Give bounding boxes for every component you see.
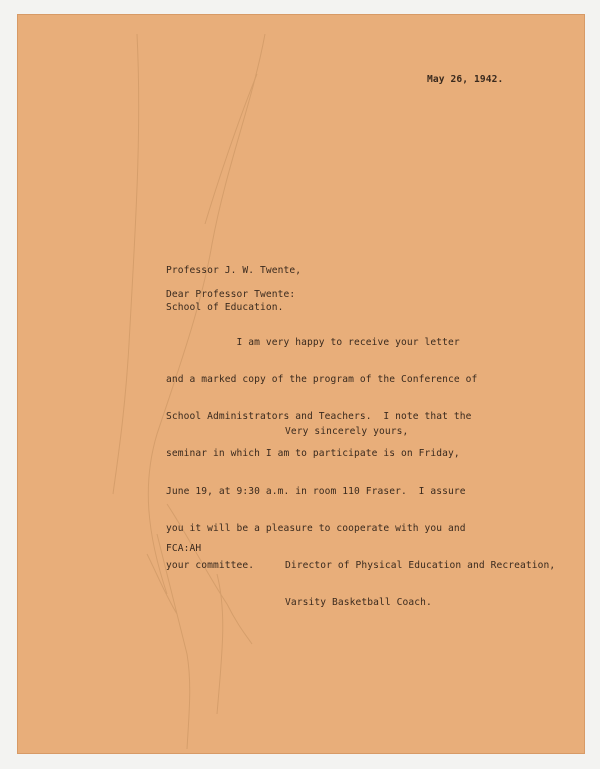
letter-page — [17, 14, 585, 754]
signature-block — [285, 535, 555, 634]
signature-line: Director of Physical Education and Recreation, — [285, 559, 556, 571]
body-line: your committee. — [166, 560, 255, 572]
body-line: you it will be a pleasure to cooperate with you and — [166, 522, 466, 534]
signature-line: Varsity Basketball Coach. — [285, 597, 432, 609]
body-line: and a marked copy of the program of the Conference of — [166, 374, 478, 386]
body-line: seminar in which I am to participate is on Friday, — [166, 448, 460, 460]
closing: Very sincerely yours, — [285, 426, 409, 437]
typist-initials: FCA:AH — [166, 543, 202, 554]
body-line: School Administrators and Teachers. I note that the — [166, 411, 472, 423]
salutation: Dear Professor Twente: — [166, 289, 296, 300]
body-line: I am very happy to receive your letter — [166, 336, 460, 348]
recipient-line: School of Education. — [166, 302, 284, 314]
body-line: June 19, at 9:30 a.m. in room 110 Fraser. I assure — [166, 485, 466, 497]
letter-date: May 26, 1942. — [427, 74, 504, 85]
recipient-line: Professor J. W. Twente, — [166, 264, 302, 276]
